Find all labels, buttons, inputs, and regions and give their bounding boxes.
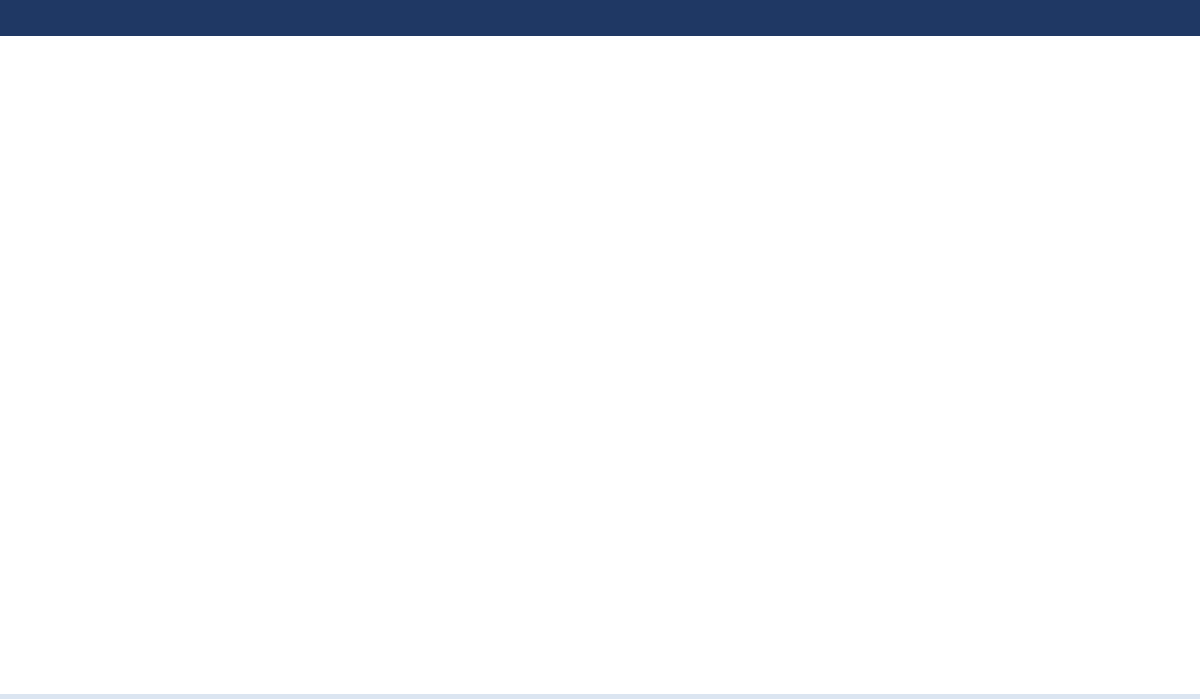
title-bar <box>0 0 1200 36</box>
bottom-strip <box>0 694 1200 699</box>
month-header-row <box>0 51 1200 68</box>
